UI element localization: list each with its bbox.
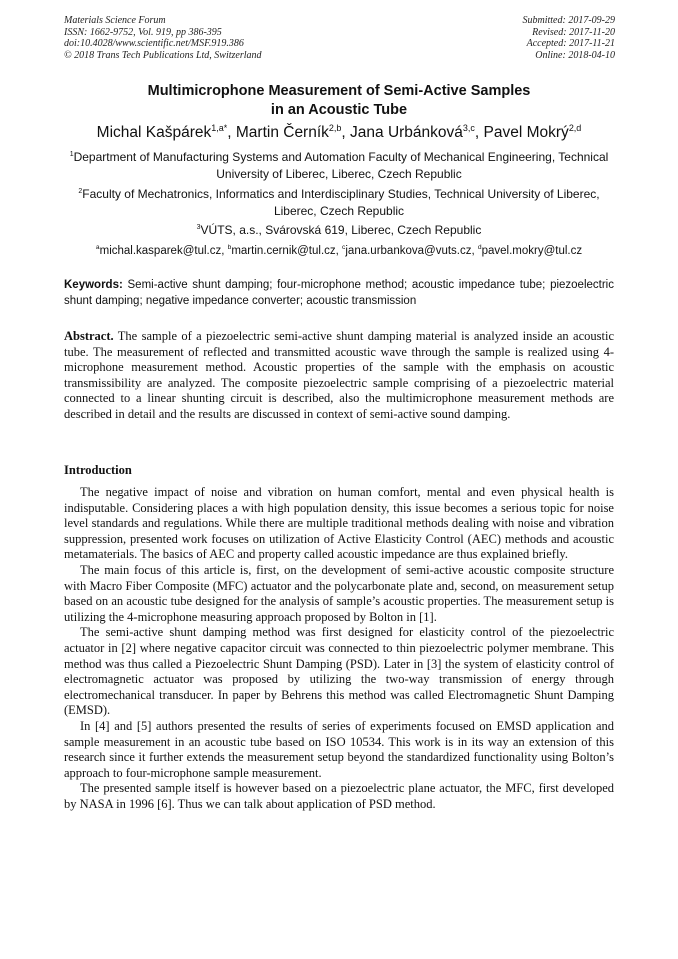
email-a: $^a$michal.kasparek@tul.cz,	[95, 244, 228, 257]
author-emails	[64, 244, 614, 259]
abstract-text: The sample of a piezoelectric semi-active shunt damping material is analyzed inside an acoustic tube. The measurement of reflected and transmitted acoustic wave through the sample is realized using 4-microphone measurement method. Acoustic properties of the sample with the emphasis on acoustic transmissibility are analyzed. The composite piezoelectric sample comprising of a piezoelectric material connected to a linear shunting circuit is described, also the multimicrophone measurement methods are described in detail and the results are discussed in context of semi-active sound damping.	[64, 329, 614, 421]
journal-info	[64, 15, 262, 61]
author-4: Pavel Mokrý$^{2,d}$	[483, 122, 582, 141]
paragraph: The negative impact of noise and vibration on human comfort, mental and even physical health is indisputable. Considering places a with high population density, this issue becomes a serious topic for noise level standards and regulations. While there are multiple traditional methods dealing with noise and vibration suppression, presented work focuses on utilization of Active Elasticity Control (AEC) methods and acoustic metamaterials. The basics of AEC and property called acoustic impedance are thus explained briefly.	[64, 485, 614, 562]
paragraph: The presented sample itself is however based on a piezoelectric plane actuator, the MFC, first developed by NASA in 1996 [6]. Thus we can talk about application of PSD method.	[64, 781, 614, 811]
paragraph: The semi-active shunt damping method was first designed for elasticity control of the piezoelectric actuator in [2] where negative capacitor circuit was connected to thin piezoelectric polymer membrane. This method was thus called a Piezoelectric Shunt Damping (PSD). Later in [3] the system of elasticity control of electromagnetic actuator was proposed by utilizing the two-way transmission of energy through electromechanical transducer. In paper by Behrens this method was called Electromagnetic Shunt Damping (EMSD).	[64, 625, 614, 718]
keywords	[64, 278, 614, 309]
paragraph: In [4] and [5] authors presented the results of series of experiments focused on EMSD application and sample measurement in an acoustic tube based on ISO 10534. This work is in its way an extension of this research since it further extends the measurement setup beyond the standardized functionality using Bolton’s approach to four-microphone sample measurement.	[64, 718, 614, 780]
email-d: $^d$pavel.mokry@tul.cz	[477, 244, 583, 257]
keywords-label: Keywords:	[64, 279, 123, 291]
affiliation-3: $^3$VÚTS, a.s., Svárovská 619, Liberec, Czech Republic	[196, 223, 482, 237]
revised-date: Revised: 2017-11-20	[532, 26, 615, 38]
author-2: Martin Černík$^{2,b}$,	[235, 122, 351, 141]
affiliation-2: $^2$Faculty of Mechatronics, Informatics and Interdisciplinary Studies, Technical University of Liberec, Liberec, Czech Republic	[78, 187, 600, 218]
author-list	[64, 123, 614, 143]
email-b: $^b$martin.cernik@tul.cz,	[227, 244, 343, 257]
author-1: Michal Kašpárek$^{1,a*}$,	[96, 122, 236, 141]
online-date: Online: 2018-04-10	[535, 49, 615, 61]
copyright-line: © 2018 Trans Tech Publications Ltd, Switzerland	[64, 49, 262, 61]
email-c: $^c$jana.urbankova@vuts.cz,	[342, 244, 478, 257]
section-heading-introduction: Introduction	[64, 463, 132, 477]
abstract-label: Abstract.	[64, 329, 114, 343]
publication-dates	[523, 15, 616, 61]
paper-title	[64, 82, 614, 120]
title-line-1: Multimicrophone Measurement of Semi-Active Samples	[147, 83, 531, 99]
submitted-date: Submitted: 2017-09-29	[522, 15, 615, 26]
doi-line: doi:10.4028/www.scientific.net/MSF.919.386	[64, 38, 244, 49]
keywords-text: Semi-active shunt damping; four-microphone method; acoustic impedance tube; piezoelectric shunt damping; negative impedance converter; acoustic transmission	[64, 279, 614, 307]
title-line-2: in an Acoustic Tube	[270, 102, 408, 118]
issn-line: ISSN: 1662-9752, Vol. 919, pp 386-395	[64, 26, 222, 38]
accepted-date: Accepted: 2017-11-21	[526, 38, 615, 49]
introduction-body	[64, 485, 614, 812]
abstract	[64, 329, 614, 423]
author-3: Jana Urbánková$^{3,c}$,	[350, 122, 484, 141]
affiliation-1: $^1$Department of Manufacturing Systems and Automation Faculty of Mechanical Engineering, Technical University of Liberec, Liberec, Czech Republic	[69, 150, 609, 181]
paragraph: The main focus of this article is, first, on the development of semi-active acoustic composite structure with Macro Fiber Composite (MFC) actuator and the polycarbonate plate and, second, on measurement setup based on an acoustic tube designed for the analysis of sample’s acoustic properties. The measurement setup is utilizing the 4-microphone measuring approach proposed by Bolton in [1].	[64, 562, 614, 624]
journal-name: Materials Science Forum	[64, 15, 166, 26]
